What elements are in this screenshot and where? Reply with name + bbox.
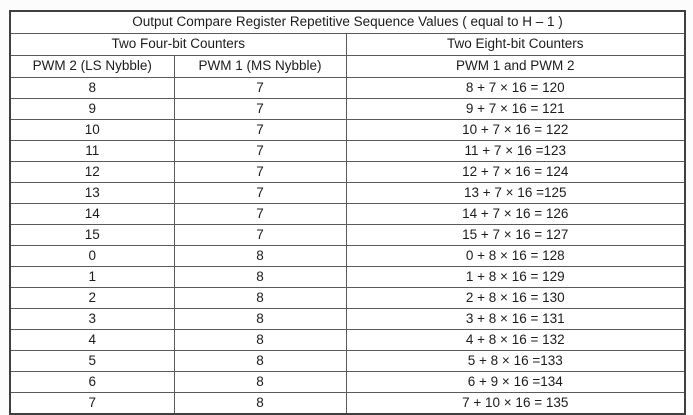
table-cell: 8: [174, 372, 346, 393]
table-cell: 8: [174, 267, 346, 288]
table-cell: 2 + 8 × 16 = 130: [346, 288, 685, 309]
table-row: [10, 246, 685, 267]
table-row: [10, 309, 685, 330]
table-cell: 14 + 7 × 16 = 126: [346, 204, 685, 225]
table-row: [10, 183, 685, 204]
group-header-eight-bit: Two Eight-bit Counters: [346, 34, 685, 56]
table-cell: 7: [10, 393, 174, 415]
table-cell: 7: [174, 183, 346, 204]
table-cell: 0 + 8 × 16 = 128: [346, 246, 685, 267]
table-cell: 4: [10, 330, 174, 351]
table-cell: 8: [10, 78, 174, 99]
table-row: [10, 120, 685, 141]
table-cell: 7: [174, 120, 346, 141]
table-row: [10, 99, 685, 120]
column-header-pwm1-and-pwm2: PWM 1 and PWM 2: [346, 56, 685, 78]
table-cell: 15: [10, 225, 174, 246]
table-cell: 9: [10, 99, 174, 120]
table-cell: 12: [10, 162, 174, 183]
table-cell: 8: [174, 393, 346, 415]
table-cell: 8: [174, 288, 346, 309]
output-compare-register-table: [9, 10, 686, 415]
table-title: Output Compare Register Repetitive Sequence Values ( equal to H – 1 ): [10, 11, 685, 34]
table-cell: 12 + 7 × 16 = 124: [346, 162, 685, 183]
table-row: [10, 288, 685, 309]
table-cell: 5 + 8 × 16 =133: [346, 351, 685, 372]
table-cell: 6: [10, 372, 174, 393]
table-cell: 10 + 7 × 16 = 122: [346, 120, 685, 141]
table-cell: 13 + 7 × 16 =125: [346, 183, 685, 204]
group-header-row: [10, 34, 685, 56]
table-cell: 13: [10, 183, 174, 204]
table-row: [10, 141, 685, 162]
table-cell: 8: [174, 330, 346, 351]
table-cell: 3: [10, 309, 174, 330]
table-row: [10, 225, 685, 246]
column-header-pwm2-ls-nybble: PWM 2 (LS Nybble): [10, 56, 174, 78]
table-cell: 8: [174, 309, 346, 330]
table-cell: 8 + 7 × 16 = 120: [346, 78, 685, 99]
table-cell: 6 + 9 × 16 =134: [346, 372, 685, 393]
table-row: [10, 330, 685, 351]
table-row: [10, 204, 685, 225]
title-row: [10, 11, 685, 34]
table-cell: 7: [174, 99, 346, 120]
table-row: [10, 162, 685, 183]
table-cell: 7: [174, 204, 346, 225]
table-cell: 1 + 8 × 16 = 129: [346, 267, 685, 288]
table-body: [10, 78, 685, 415]
table-cell: 7 + 10 × 16 = 135: [346, 393, 685, 415]
table-cell: 5: [10, 351, 174, 372]
table-row: [10, 372, 685, 393]
table-cell: 11: [10, 141, 174, 162]
table-cell: 3 + 8 × 16 = 131: [346, 309, 685, 330]
table-cell: 14: [10, 204, 174, 225]
table-cell: 7: [174, 225, 346, 246]
table-cell: 4 + 8 × 16 = 132: [346, 330, 685, 351]
column-header-pwm1-ms-nybble: PWM 1 (MS Nybble): [174, 56, 346, 78]
table-cell: 1: [10, 267, 174, 288]
table-row: [10, 78, 685, 99]
table-row: [10, 267, 685, 288]
table-cell: 10: [10, 120, 174, 141]
table-row: [10, 393, 685, 415]
table-cell: 7: [174, 78, 346, 99]
table-row: [10, 351, 685, 372]
table-cell: 2: [10, 288, 174, 309]
table-header: [10, 11, 685, 78]
table-cell: 15 + 7 × 16 = 127: [346, 225, 685, 246]
table-cell: 11 + 7 × 16 =123: [346, 141, 685, 162]
table-cell: 8: [174, 246, 346, 267]
table-cell: 7: [174, 141, 346, 162]
column-header-row: [10, 56, 685, 78]
table-cell: 0: [10, 246, 174, 267]
table-cell: 9 + 7 × 16 = 121: [346, 99, 685, 120]
group-header-four-bit: Two Four-bit Counters: [10, 34, 346, 56]
table-cell: 8: [174, 351, 346, 372]
table-cell: 7: [174, 162, 346, 183]
